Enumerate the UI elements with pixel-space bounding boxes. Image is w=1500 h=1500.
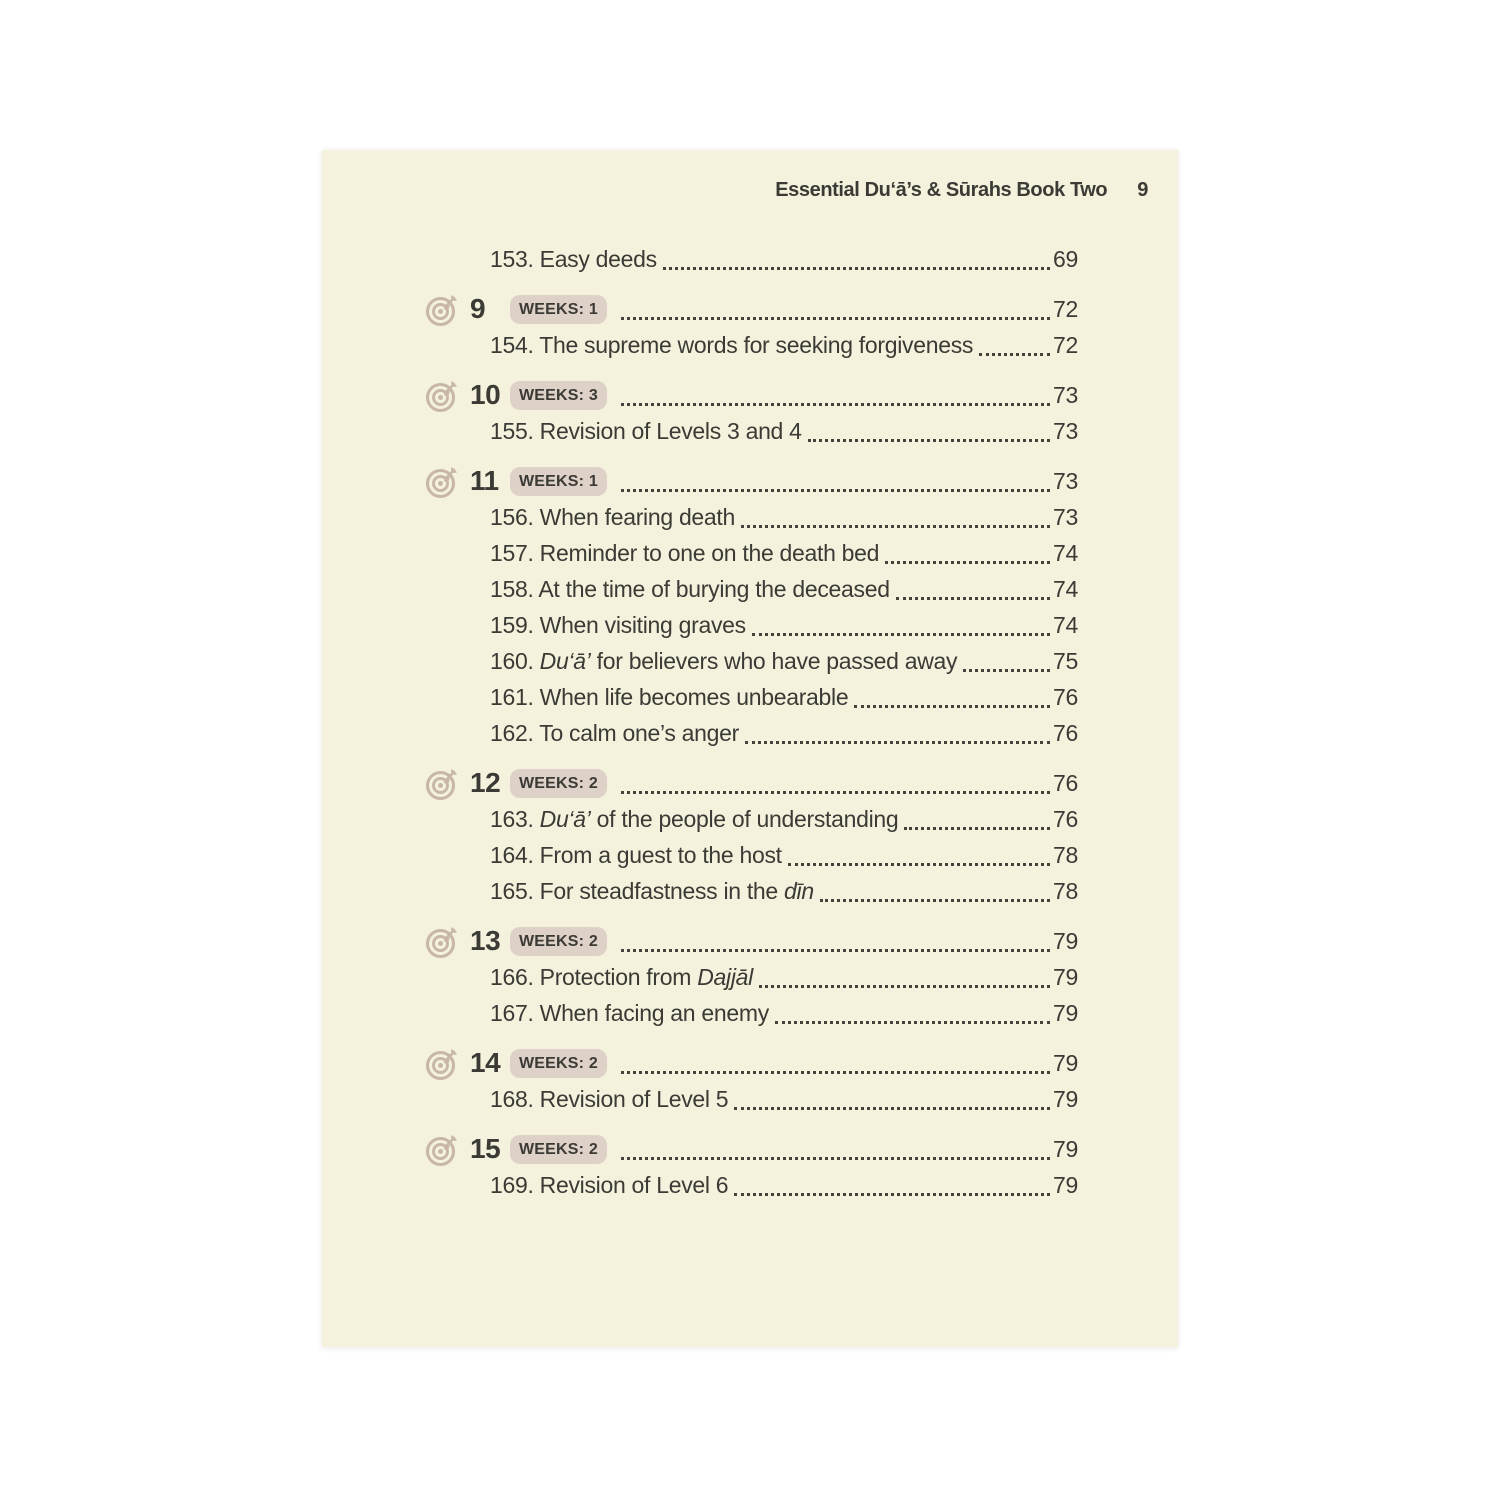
entry-text-segment: 155. Revision of Levels 3 and 4: [490, 417, 802, 444]
toc-entry-row: [424, 499, 1078, 535]
page-ref: 79: [1053, 1049, 1078, 1076]
dotted-leader: [621, 1071, 1050, 1074]
entry-text-segment: 162. To calm one’s anger: [490, 719, 739, 746]
toc-entry-row: [424, 1081, 1078, 1117]
dotted-leader: [734, 1107, 1050, 1110]
toc-level-row: [424, 377, 1078, 413]
dotted-leader: [621, 403, 1050, 406]
toc-level-row: [424, 291, 1078, 327]
target-dart-icon: [424, 462, 462, 500]
weeks-badge: WEEKS: 1: [510, 295, 607, 324]
entry-text-segment: 159. When visiting graves: [490, 611, 746, 638]
toc-entry-row: [424, 1167, 1078, 1203]
dotted-leader: [820, 899, 1050, 902]
dotted-leader: [745, 741, 1050, 744]
page-ref: 73: [1053, 381, 1078, 408]
entry-text: [490, 332, 973, 359]
weeks-badge: WEEKS: 2: [510, 769, 607, 798]
entry-text-italic: Du‘ā’: [539, 647, 591, 674]
entry-text-segment: 156. When fearing death: [490, 503, 735, 530]
page-ref: 74: [1053, 539, 1078, 566]
toc-entry-row: [424, 959, 1078, 995]
entry-text: [490, 246, 657, 273]
target-dart-icon: [424, 290, 462, 328]
dotted-leader: [741, 525, 1050, 528]
toc-entry-row: [424, 679, 1078, 715]
dotted-leader: [621, 949, 1050, 952]
entry-text: [490, 418, 802, 445]
target-dart-icon: [424, 922, 462, 960]
entry-text-italic: Du‘ā’: [539, 805, 591, 832]
entry-text: [490, 576, 890, 603]
page-ref: 76: [1053, 719, 1078, 746]
toc-entry-row: [424, 837, 1078, 873]
entry-text-segment: 164. From a guest to the host: [490, 841, 782, 868]
dotted-leader: [896, 597, 1050, 600]
page-ref: 72: [1053, 295, 1078, 322]
target-dart-icon: [424, 376, 462, 414]
dotted-leader: [775, 1021, 1050, 1024]
toc-level-row: [424, 923, 1078, 959]
entry-text-segment: for believers who have passed away: [590, 647, 958, 674]
entry-text-segment: 166. Protection from: [490, 963, 698, 990]
entry-text-segment: 168. Revision of Level 5: [490, 1085, 729, 1112]
dotted-leader: [752, 633, 1050, 636]
dotted-leader: [885, 561, 1050, 564]
entry-text-segment: 163.: [490, 805, 540, 832]
dotted-leader: [734, 1193, 1050, 1196]
level-number: 13: [470, 925, 501, 956]
dotted-leader: [788, 863, 1050, 866]
toc-entry-row: [424, 607, 1078, 643]
weeks-badge: WEEKS: 2: [510, 1135, 607, 1164]
entry-text: [490, 504, 735, 531]
page-ref: 74: [1053, 611, 1078, 638]
entry-text: [490, 612, 746, 639]
toc-entry-row: [424, 715, 1078, 751]
entry-text-segment: 153. Easy deeds: [490, 245, 657, 272]
page-ref: 73: [1053, 467, 1078, 494]
page-ref: 79: [1053, 963, 1078, 990]
entry-text-segment: 157. Reminder to one on the death bed: [490, 539, 880, 566]
entry-text: [490, 1086, 728, 1113]
entry-text-segment: of the people of understanding: [590, 805, 899, 832]
dotted-leader: [621, 1157, 1050, 1160]
page-ref: 79: [1053, 1085, 1078, 1112]
entry-text-segment: 165. For steadfastness in the: [490, 877, 785, 904]
entry-text: [490, 1000, 769, 1027]
level-number: 11: [470, 465, 499, 496]
page-ref: 73: [1053, 417, 1078, 444]
entry-text-segment: 160.: [490, 647, 540, 674]
toc-level-row: [424, 463, 1078, 499]
level-number: 12: [470, 767, 501, 798]
entry-text: [490, 1172, 728, 1199]
entry-text-segment: 169. Revision of Level 6: [490, 1171, 729, 1198]
entry-text: [490, 964, 753, 991]
page-ref: 79: [1053, 927, 1078, 954]
dotted-leader: [979, 353, 1050, 356]
toc-level-row: [424, 1131, 1078, 1167]
entry-text: [490, 842, 782, 869]
toc-entry-row: [424, 873, 1078, 909]
target-dart-icon: [424, 764, 462, 802]
running-header: [322, 150, 1178, 204]
dotted-leader: [759, 985, 1050, 988]
dotted-leader: [808, 439, 1050, 442]
page-ref: 75: [1053, 647, 1078, 674]
page-ref: 79: [1053, 999, 1078, 1026]
dotted-leader: [621, 489, 1050, 492]
entry-text-segment: 158. At the time of burying the deceased: [490, 575, 890, 602]
toc-entry-row: [424, 995, 1078, 1031]
toc-entry-row: [424, 327, 1078, 363]
dotted-leader: [854, 705, 1050, 708]
entry-text-segment: 167. When facing an enemy: [490, 999, 769, 1026]
level-number: 9: [470, 293, 486, 324]
entry-text: [490, 540, 879, 567]
page-ref: 74: [1053, 575, 1078, 602]
entry-text: [490, 878, 814, 905]
dotted-leader: [963, 669, 1050, 672]
entry-text: [490, 806, 898, 833]
level-number: 14: [470, 1047, 501, 1078]
entry-text-italic: dīn: [784, 877, 814, 904]
book-title: Essential Du‘ā’s & Sūrahs Book Two: [775, 179, 1108, 201]
entry-text: [490, 648, 957, 675]
toc-entry-row: [424, 413, 1078, 449]
toc-level-row: [424, 765, 1078, 801]
weeks-badge: WEEKS: 3: [510, 381, 607, 410]
entry-text-segment: 161. When life becomes unbearable: [490, 683, 849, 710]
page-ref: 76: [1053, 769, 1078, 796]
book-page: [322, 150, 1178, 1347]
page-ref: 76: [1053, 805, 1078, 832]
dotted-leader: [663, 267, 1050, 270]
entry-text: [490, 720, 739, 747]
entry-text: [490, 684, 848, 711]
toc-entry-row: [424, 571, 1078, 607]
weeks-badge: WEEKS: 2: [510, 927, 607, 956]
toc-entry-row: [424, 535, 1078, 571]
level-number: 15: [470, 1133, 501, 1164]
entry-text-segment: 154. The supreme words for seeking forgiveness: [490, 331, 974, 358]
page-ref: 73: [1053, 503, 1078, 530]
page-ref: 79: [1053, 1171, 1078, 1198]
toc-entry-row: [424, 801, 1078, 837]
target-dart-icon: [424, 1044, 462, 1082]
toc-list: [424, 241, 1078, 1203]
weeks-badge: WEEKS: 2: [510, 1049, 607, 1078]
weeks-badge: WEEKS: 1: [510, 467, 607, 496]
page-ref: 78: [1053, 841, 1078, 868]
level-number: 10: [470, 379, 501, 410]
page-number: 9: [1137, 179, 1148, 201]
page-ref: 76: [1053, 683, 1078, 710]
page-ref: 69: [1053, 245, 1078, 272]
toc-level-row: [424, 1045, 1078, 1081]
dotted-leader: [621, 317, 1050, 320]
toc-entry-row: [424, 241, 1078, 277]
dotted-leader: [621, 791, 1050, 794]
page-ref: 72: [1053, 331, 1078, 358]
toc-entry-row: [424, 643, 1078, 679]
page-ref: 79: [1053, 1135, 1078, 1162]
dotted-leader: [904, 827, 1050, 830]
entry-text-italic: Dajjāl: [697, 963, 753, 990]
page-ref: 78: [1053, 877, 1078, 904]
target-dart-icon: [424, 1130, 462, 1168]
